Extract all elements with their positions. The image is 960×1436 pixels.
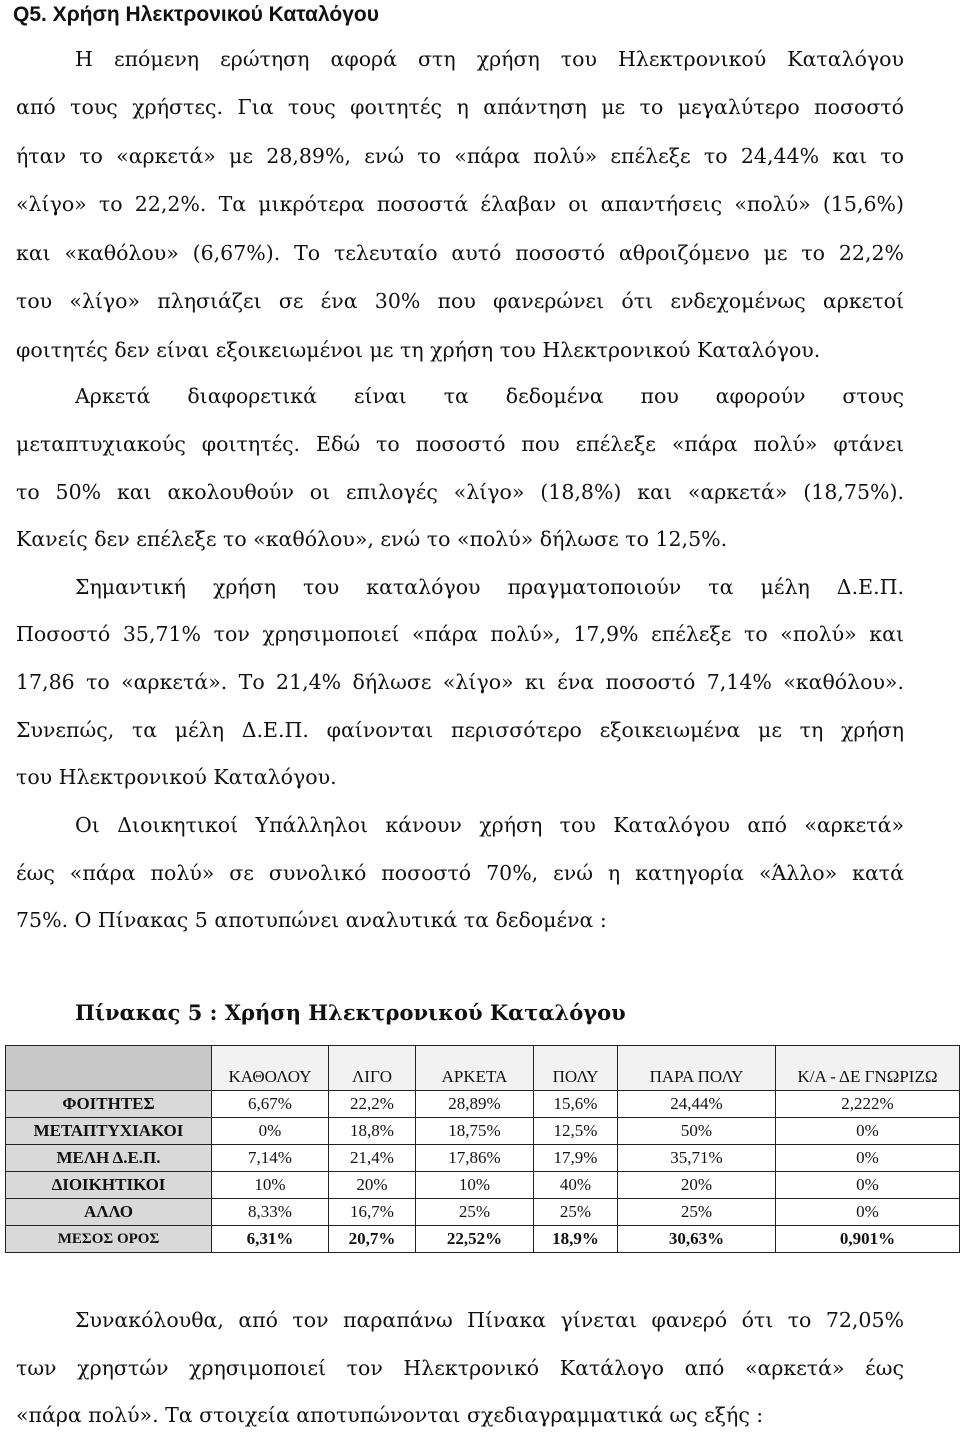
paragraph-line: «λίγο» το 22,2%. Τα μικρότερα ποσοστά έλαβαν οι απαντήσεις «πολύ» (15,6%) (16, 192, 904, 216)
table-row (6, 1172, 960, 1199)
table-cell: 0% (776, 1172, 960, 1199)
paragraph-line: «πάρα πολύ». Τα στοιχεία αποτυπώνονται σχεδιαγραμματικά ως εξής : (16, 1403, 764, 1427)
paragraph-line: 75%. Ο Πίνακας 5 αποτυπώνει αναλυτικά τα δεδομένα : (16, 908, 607, 932)
table-row (6, 1118, 960, 1145)
paragraph-line: του Ηλεκτρονικού Καταλόγου. (16, 765, 337, 789)
table-cell: 0,901% (776, 1226, 960, 1253)
paragraph-line: των χρηστών χρησιμοποιεί τον Ηλεκτρονικό Κατάλογο από «αρκετά» έως (16, 1356, 904, 1380)
column-header-text: Κ/Α - ΔΕ ΓΝΩΡΙΖΩ (797, 1067, 938, 1086)
table-cell: 22,2% (329, 1091, 416, 1118)
paragraph-line: του «λίγο» πλησιάζει σε ένα 30% που φανερώνει ότι ενδεχομένως αρκετοί (16, 289, 904, 313)
table-cell: 18,9% (534, 1226, 618, 1253)
table-cell: 6,67% (212, 1091, 329, 1118)
usage-table (5, 1045, 960, 1253)
table-cell: 18,8% (329, 1118, 416, 1145)
table-cell: 40% (534, 1172, 618, 1199)
table-cell: 7,14% (212, 1145, 329, 1172)
paragraph-line: και «καθόλου» (6,67%). Το τελευταίο αυτό ποσοστό αθροιζόμενο με το 22,2% (16, 241, 904, 265)
table-cell: 0% (776, 1199, 960, 1226)
column-header (776, 1046, 960, 1091)
table-cell: 28,89% (416, 1091, 534, 1118)
table-cell: 24,44% (618, 1091, 776, 1118)
table-header-row (6, 1046, 960, 1091)
table-cell: 18,75% (416, 1118, 534, 1145)
paragraph-line: Ποσοστό 35,71% τον χρησιμοποιεί «πάρα πολύ», 17,9% επέλεξε το «πολύ» και (16, 622, 904, 646)
table-cell: 0% (212, 1118, 329, 1145)
table-cell: 17,9% (534, 1145, 618, 1172)
paragraph-line: Η επόμενη ερώτηση αφορά στη χρήση του Ηλεκτρονικού Καταλόγου (75, 47, 904, 71)
table-cell: 20% (618, 1172, 776, 1199)
table-cell: 0% (776, 1145, 960, 1172)
table-cell: 16,7% (329, 1199, 416, 1226)
paragraph-line: Συνακόλουθα, από τον παραπάνω Πίνακα γίνεται φανερό ότι το 72,05% (75, 1308, 904, 1332)
paragraph-line: φοιτητές δεν είναι εξοικειωμένοι με τη χρήση του Ηλεκτρονικού Καταλόγου. (16, 338, 821, 362)
table-cell: 15,6% (534, 1091, 618, 1118)
paragraph-line: Κανείς δεν επέλεξε το «καθόλου», ενώ το «πολύ» δήλωσε το 12,5%. (16, 527, 728, 551)
paragraph-line: Οι Διοικητικοί Υπάλληλοι κάνουν χρήση του Καταλόγου από «αρκετά» (75, 813, 904, 837)
table-row (6, 1199, 960, 1226)
column-header: ΠΟΛΥ (534, 1046, 618, 1091)
paragraph-line: από τους χρήστες. Για τους φοιτητές η απάντηση με το μεγαλύτερο ποσοστό (16, 95, 904, 119)
paragraph-line: Συνεπώς, τα μέλη Δ.Ε.Π. φαίνονται περισσότερο εξοικειωμένα με τη χρήση (16, 718, 904, 742)
paragraph-line: Σημαντική χρήση του καταλόγου πραγματοποιούν τα μέλη Δ.Ε.Π. (75, 575, 904, 599)
table-row (6, 1145, 960, 1172)
table-cell: 30,63% (618, 1226, 776, 1253)
table-row-average (6, 1226, 960, 1253)
paragraph-line: Αρκετά διαφορετικά είναι τα δεδομένα που αφορούν στους (75, 384, 904, 408)
table-cell: 10% (212, 1172, 329, 1199)
table-cell: 6,31% (212, 1226, 329, 1253)
table-cell: 22,52% (416, 1226, 534, 1253)
table-cell: 2,222% (776, 1091, 960, 1118)
column-header: ΛΙΓΟ (329, 1046, 416, 1091)
paragraph-line: 17,86 το «αρκετά». Το 21,4% δήλωσε «λίγο» κι ένα ποσοστό 7,14% «καθόλου». (16, 670, 904, 694)
table-cell: 8,33% (212, 1199, 329, 1226)
table-cell: 20% (329, 1172, 416, 1199)
paragraph-line: έως «πάρα πολύ» σε συνολικό ποσοστό 70%, ενώ η κατηγορία «Άλλο» κατά (16, 861, 904, 885)
table-cell: 20,7% (329, 1226, 416, 1253)
column-header: ΠΑΡΑ ΠΟΛΥ (618, 1046, 776, 1091)
row-label: ΜΕΣΟΣ ΟΡΟΣ (6, 1226, 212, 1253)
table-caption: Πίνακας 5 : Χρήση Ηλεκτρονικού Καταλόγου (75, 1000, 626, 1025)
table-cell: 25% (534, 1199, 618, 1226)
table-cell: 12,5% (534, 1118, 618, 1145)
column-header: ΑΡΚΕΤΑ (416, 1046, 534, 1091)
table-cell: 25% (618, 1199, 776, 1226)
table-corner-cell (6, 1046, 212, 1091)
paragraph-line: το 50% και ακολουθούν οι επιλογές «λίγο» (18,8%) και «αρκετά» (18,75%). (16, 480, 904, 504)
table-row (6, 1091, 960, 1118)
row-label: ΜΕΛΗ Δ.Ε.Π. (6, 1145, 212, 1172)
row-label: ΑΛΛΟ (6, 1199, 212, 1226)
table-cell: 21,4% (329, 1145, 416, 1172)
column-header: ΚΑΘΟΛΟΥ (212, 1046, 329, 1091)
table-cell: 10% (416, 1172, 534, 1199)
table-cell: 35,71% (618, 1145, 776, 1172)
table-cell: 17,86% (416, 1145, 534, 1172)
paragraph-line: μεταπτυχιακούς φοιτητές. Εδώ το ποσοστό που επέλεξε «πάρα πολύ» φτάνει (16, 432, 904, 456)
row-label: ΦΟΙΤΗΤΕΣ (6, 1091, 212, 1118)
section-heading: Q5. Χρήση Ηλεκτρονικού Καταλόγου (13, 3, 379, 26)
row-label: ΜΕΤΑΠΤΥΧΙΑΚΟΙ (6, 1118, 212, 1145)
table-cell: 50% (618, 1118, 776, 1145)
table-cell: 25% (416, 1199, 534, 1226)
table-cell: 0% (776, 1118, 960, 1145)
paragraph-line: ήταν το «αρκετά» με 28,89%, ενώ το «πάρα πολύ» επέλεξε το 24,44% και το (16, 144, 904, 168)
row-label: ΔΙΟΙΚΗΤΙΚΟΙ (6, 1172, 212, 1199)
